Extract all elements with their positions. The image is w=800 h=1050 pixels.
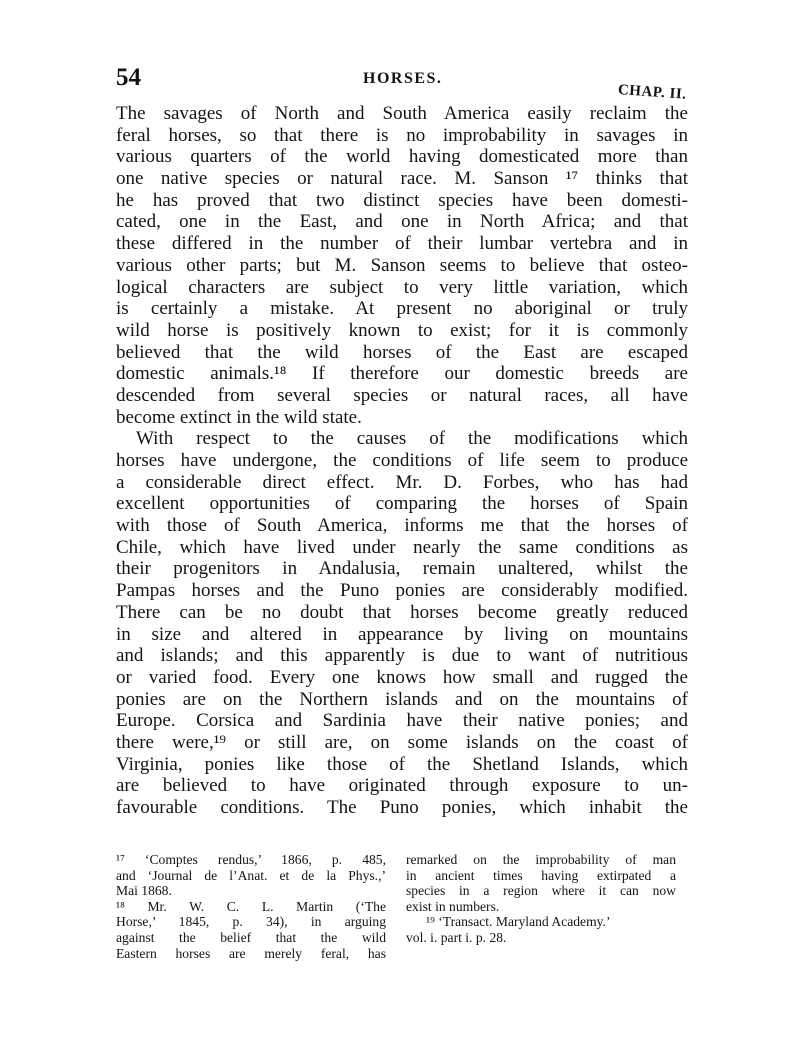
text-line: Pampas horses and the Puno ponies are considerably modified.	[116, 580, 688, 602]
text-line: favourable conditions. The Puno ponies, which inhabit the	[116, 797, 688, 818]
text-line: Chile, which have lived under nearly the same conditions as	[116, 536, 688, 558]
footnote-line: vol. i. part i. p. 28.	[406, 929, 507, 945]
running-head: HORSES.	[363, 70, 443, 87]
footnote-line: Eastern horses are merely feral, has	[116, 945, 386, 961]
footnote-line: species in a region where it can now	[406, 883, 676, 899]
text-line: their progenitors in Andalusia, remain unaltered, whilst the	[116, 558, 688, 580]
footnote-line: ¹⁹ ‘Transact. Maryland Academy.’	[426, 914, 611, 930]
text-line: various other parts; but M. Sanson seems to believe that osteo-	[116, 254, 688, 276]
text-line: he has proved that two distinct species have been domesti-	[116, 189, 688, 211]
text-line: is certainly a mistake. At present no aboriginal or truly	[116, 298, 688, 320]
text-line: Europe. Corsica and Sardinia have their native ponies; and	[116, 710, 688, 732]
text-line: these differed in the number of their lumbar vertebra and in	[116, 233, 688, 255]
text-line: ponies are on the Northern islands and on the mountains of	[116, 688, 688, 710]
text-line: believed that the wild horses of the East are escaped	[116, 341, 688, 363]
footnote-line: exist in numbers.	[406, 898, 500, 914]
text-line: There can be no doubt that horses become greatly reduced	[116, 601, 688, 623]
text-line: horses have undergone, the conditions of life seem to produce	[116, 450, 688, 471]
text-line: in size and altered in appearance by living on mountains	[116, 623, 688, 645]
footnote-line: Mai 1868.	[116, 883, 172, 899]
text-line: With respect to the causes of the modifications which	[136, 428, 688, 450]
text-line: are believed to have originated through exposure to un-	[116, 775, 688, 797]
page-number: 54	[116, 64, 141, 91]
footnote-line: in ancient times having extirpated a	[406, 867, 676, 883]
text-line: various quarters of the world having domesticated more than	[116, 146, 688, 168]
footnote-line: ¹⁷ ‘Comptes rendus,’ 1866, p. 485,	[116, 852, 386, 867]
text-line: there were,¹⁹ or still are, on some islands on the coast of	[116, 731, 688, 753]
text-line: logical characters are subject to very little variation, which	[116, 276, 688, 298]
text-line: cated, one in the East, and one in North Africa; and that	[116, 211, 688, 233]
footnote-line: Horse,’ 1845, p. 34), in arguing	[116, 914, 386, 930]
text-line: excellent opportunities of comparing the horses of Spain	[116, 493, 688, 515]
footnote-line: ¹⁸ Mr. W. C. L. Martin (‘The	[116, 898, 386, 914]
page-header	[0, 60, 800, 103]
footnotes-left-column	[116, 852, 386, 961]
footnote-line: and ‘Journal de l’Anat. et de la Phys.,’	[116, 867, 386, 883]
footnote-line: remarked on the improbability of man	[406, 852, 676, 867]
text-line: wild horse is positively known to exist; for it is commonly	[116, 319, 688, 341]
text-line: one native species or natural race. M. Sanson ¹⁷ thinks that	[116, 168, 688, 190]
text-line: with those of South America, informs me that the horses of	[116, 515, 688, 537]
text-line: descended from several species or natural races, all have	[116, 384, 688, 406]
text-line: and islands; and this apparently is due to want of nutritious	[116, 645, 688, 667]
text-line: Virginia, ponies like those of the Shetland Islands, which	[116, 753, 688, 775]
footnotes-right-column	[406, 852, 676, 946]
text-line: The savages of North and South America easily reclaim the	[116, 103, 688, 124]
text-line: a considerable direct effect. Mr. D. Forbes, who has had	[116, 471, 688, 493]
body-text	[116, 103, 688, 819]
text-line: feral horses, so that there is no improbability in savages in	[116, 124, 688, 146]
chapter-label: CHAP. II.	[617, 82, 687, 103]
footnote-line: against the belief that the wild	[116, 929, 386, 945]
text-line: domestic animals.¹⁸ If therefore our domestic breeds are	[116, 363, 688, 385]
text-line: become extinct in the wild state.	[116, 406, 362, 428]
text-line: or varied food. Every one knows how small and rugged the	[116, 666, 688, 688]
